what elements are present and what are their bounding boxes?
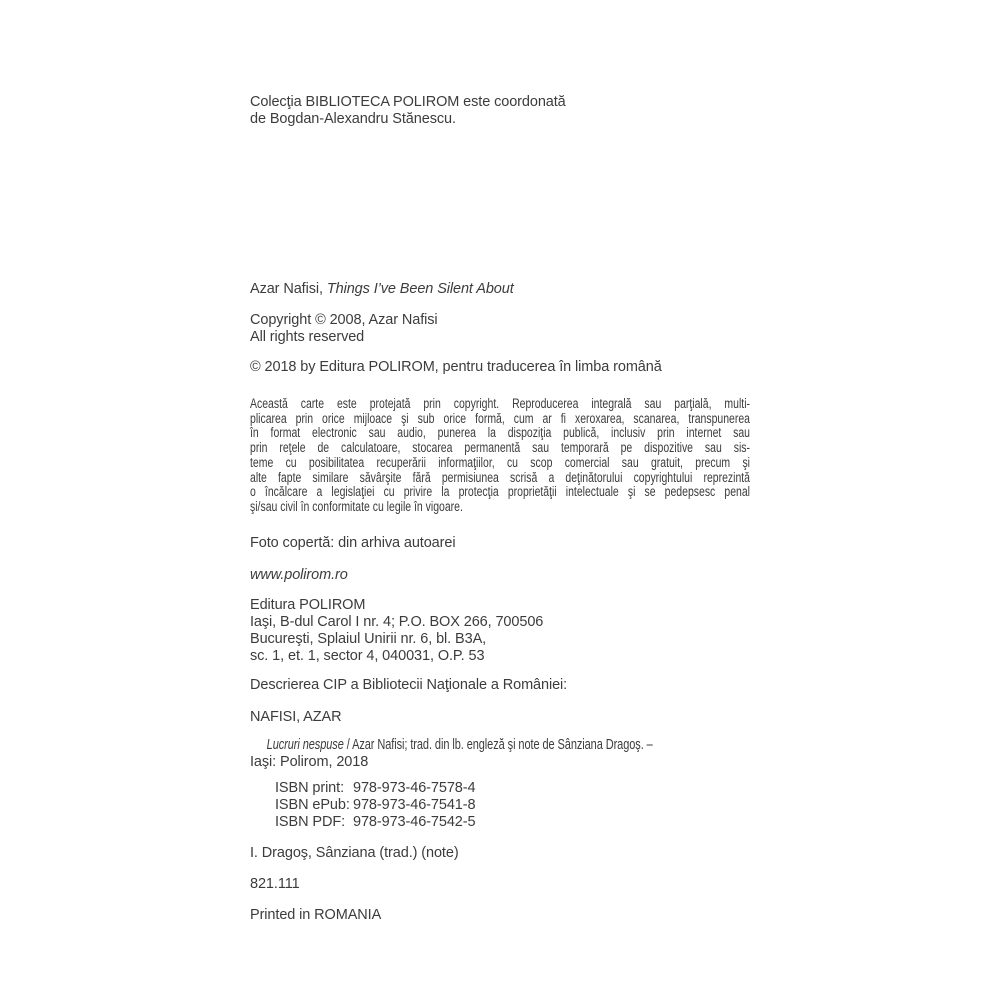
udc-number: 821.111 <box>250 876 300 892</box>
isbn-row <box>275 780 775 797</box>
isbn-row <box>275 814 775 831</box>
copyright-line: Copyright © 2008, Azar Nafisi <box>250 312 438 328</box>
source-title: Things I’ve Been Silent About <box>326 281 514 297</box>
collection-note <box>250 94 750 128</box>
legal-line: plicarea prin orice mijloace şi sub orice formă, cum ar fi xeroxarea, scanarea, transpunerea <box>250 410 751 426</box>
isbn-label: ISBN PDF: <box>275 814 345 830</box>
collection-note-line-2: de Bogdan-Alexandru Stănescu. <box>250 111 456 127</box>
printed-in: Printed in ROMANIA <box>250 907 382 923</box>
legal-line: în format electronic sau audio, punerea la dispoziţia publică, inclusiv prin internet sau <box>250 425 751 441</box>
isbn-block <box>250 780 775 831</box>
source-title-line <box>250 281 750 298</box>
cip-heading: Descrierea CIP a Bibliotecii Naţionale a României: <box>250 677 568 693</box>
translator-note: I. Dragoş, Sânziana (trad.) (note) <box>250 845 459 861</box>
isbn-value: 978-973-46-7542-5 <box>353 814 476 830</box>
cip-entry-line-2: Iaşi: Polirom, 2018 <box>250 754 369 770</box>
legal-line: prin reţele de calculatoare, stocarea permanentă sau temporară pe dispozitive sau sis- <box>250 440 751 456</box>
legal-line: o încălcare a legislaţiei cu privire la protecţia proprietăţii intelectuale şi se pedepsesc penal <box>250 484 751 500</box>
legal-line: şi/sau civil în conformitate cu legile în vigoare. <box>250 498 463 514</box>
isbn-label: ISBN print: <box>275 780 345 796</box>
publisher-address-line: Iaşi, B-dul Carol I nr. 4; P.O. BOX 266, 700506 <box>250 614 544 630</box>
publisher-address-line: Bucureşti, Splaiul Unirii nr. 6, bl. B3A, <box>250 631 487 647</box>
publisher-name: Editura POLIROM <box>250 597 366 613</box>
isbn-value: 978-973-46-7541-8 <box>353 797 476 813</box>
cover-photo-credit: Foto copertă: din arhiva autoarei <box>250 535 456 551</box>
publisher-address-line: sc. 1, et. 1, sector 4, 040031, O.P. 53 <box>250 648 485 664</box>
cip-entry-line-1 <box>250 737 750 754</box>
collection-note-line-1: Colecţia BIBLIOTECA POLIROM este coordonată <box>250 94 566 110</box>
legal-line: teme cu posibilitatea recuperării informaţiilor, cu scop comercial sau gratuit, precum şi <box>250 454 751 470</box>
isbn-value: 978-973-46-7578-4 <box>353 780 476 796</box>
publisher-website: www.polirom.ro <box>250 567 348 583</box>
copyright-block <box>250 312 750 346</box>
isbn-label: ISBN ePub: <box>275 797 350 813</box>
rights-line: All rights reserved <box>250 329 365 345</box>
legal-notice <box>250 397 750 515</box>
source-author: Azar Nafisi, <box>250 281 327 297</box>
cip-entry-rest: / Azar Nafisi; trad. din lb. engleză şi note de Sânziana Dragoş. – <box>343 737 653 753</box>
cip-entry-title: Lucruri nespuse <box>266 737 344 753</box>
legal-line: alte fapte similare săvârşite fără permisiunea scrisă a deţinătorului copyrightului reprezintă <box>250 469 751 485</box>
romanian-copyright-line: © 2018 by Editura POLIROM, pentru traducerea în limba română <box>250 359 662 375</box>
publisher-address-block <box>250 597 750 665</box>
cip-author: NAFISI, AZAR <box>250 709 342 725</box>
isbn-row <box>275 797 775 814</box>
legal-line: Această carte este protejată prin copyright. Reproducerea integrală sau parţială, multi- <box>250 396 751 411</box>
cip-entry <box>250 737 750 771</box>
